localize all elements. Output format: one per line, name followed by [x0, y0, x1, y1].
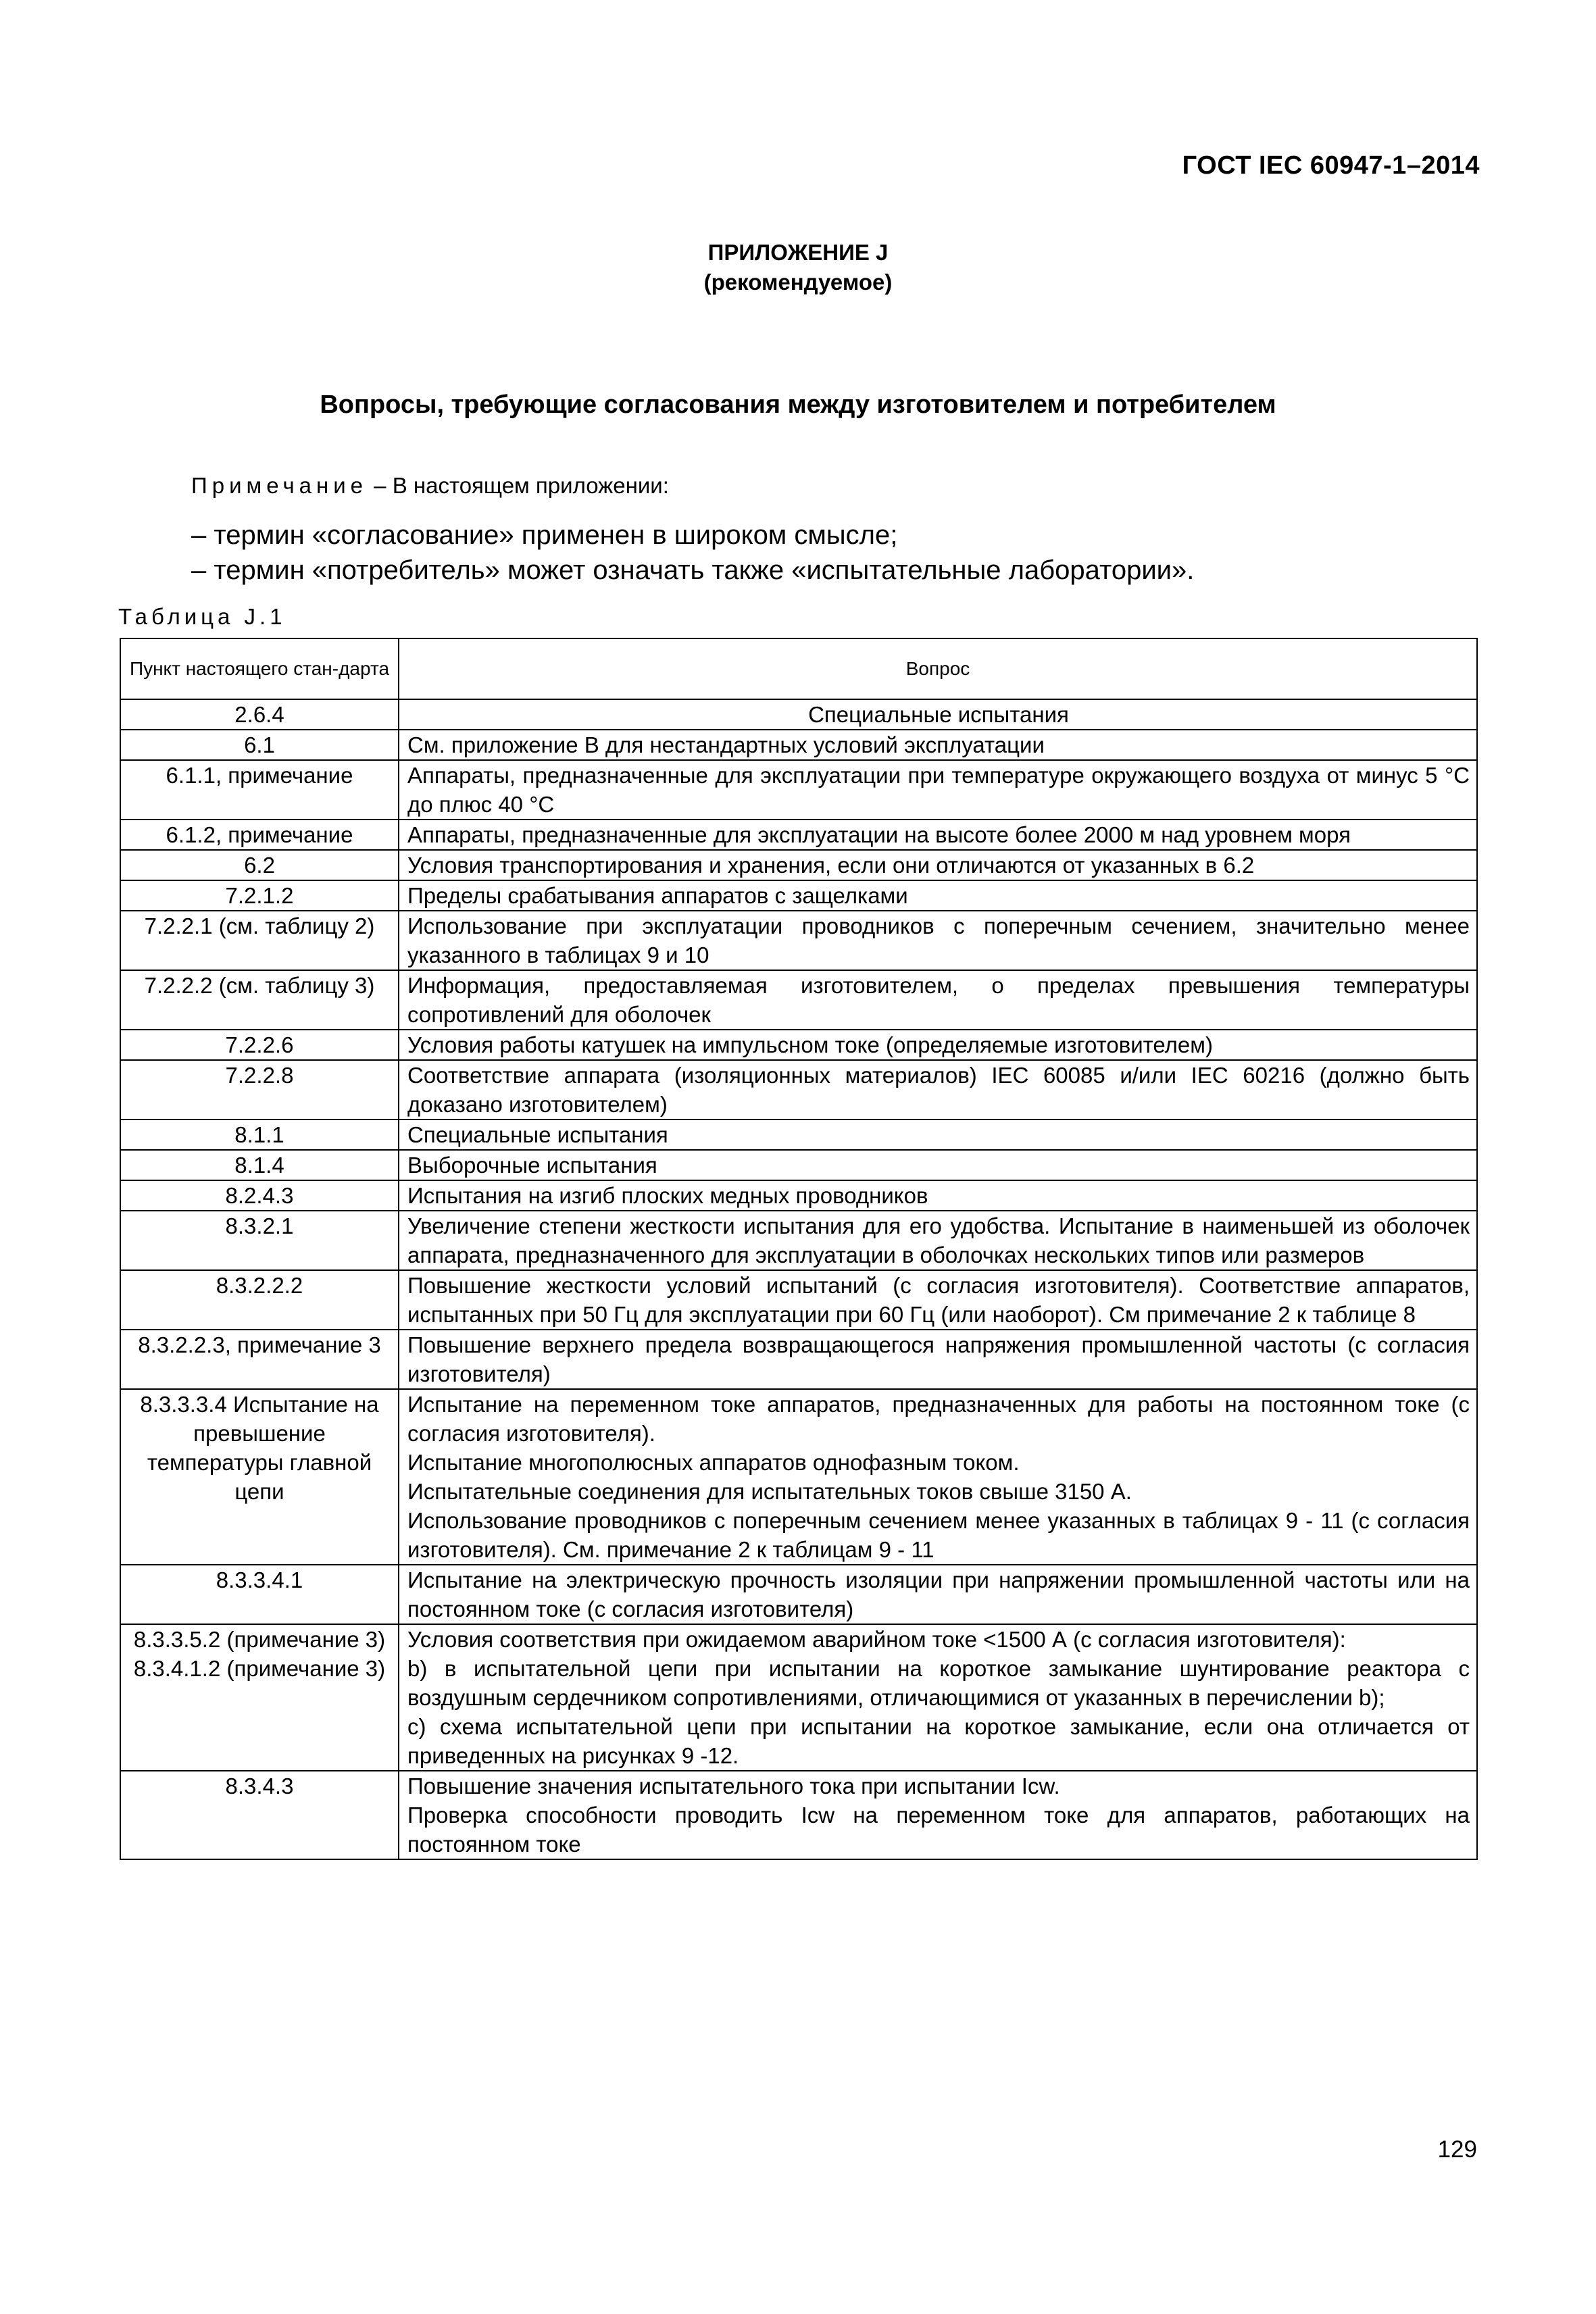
question-line: Использование проводников с поперечным сечением менее указанных в таблицах 9 - 11 (с согласия изготовителя). См. примечание 2 к таблицам 9 - 11 [407, 1508, 1470, 1562]
question-line: Условия работы катушек на импульсном токе (определяемые изготовителем) [407, 1032, 1213, 1057]
table-row [120, 1330, 1477, 1389]
question-line: Использование при эксплуатации проводников с поперечным сечением, значительно менее указанного в таблицах 9 и 10 [407, 913, 1470, 967]
question-cell [399, 1389, 1477, 1565]
table-row [120, 911, 1477, 970]
clause-cell: 7.2.2.8 [120, 1060, 399, 1120]
clause-cell: 7.2.2.1 (см. таблицу 2) [120, 911, 399, 970]
question-line: b) в испытательной цепи при испытании на короткое замыкание шунтирование реактора с воздушным сердечником сопротивлениями, отличающимися от указанных в перечислении b); [407, 1656, 1470, 1710]
table-row [120, 1771, 1477, 1859]
note-label: Примечание [191, 473, 368, 498]
table-row [120, 820, 1477, 850]
question-cell [399, 1771, 1477, 1859]
header-question: Вопрос [399, 638, 1477, 699]
question-cell [399, 1330, 1477, 1389]
clause-cell: 6.1 [120, 730, 399, 760]
table-row [120, 1211, 1477, 1270]
clause-cell: 7.2.1.2 [120, 880, 399, 911]
appendix-subtitle: (рекомендуемое) [703, 270, 893, 295]
table-row [120, 1150, 1477, 1180]
question-cell [399, 911, 1477, 970]
agreement-table [120, 638, 1478, 1860]
question-cell [399, 760, 1477, 820]
clause-cell: 6.1.1, примечание [120, 760, 399, 820]
question-cell [399, 820, 1477, 850]
question-cell [399, 850, 1477, 880]
question-line: Условия соответствия при ожидаемом аварийном токе <1500 А (с согласия изготовителя): [407, 1627, 1346, 1652]
table-row [120, 1389, 1477, 1565]
appendix-block [0, 238, 1596, 297]
header-clause: Пункт настоящего стан-дарта [120, 638, 399, 699]
question-cell [399, 699, 1477, 730]
question-cell [399, 1150, 1477, 1180]
table-row [120, 880, 1477, 911]
question-cell [399, 1270, 1477, 1330]
page-number: 129 [1437, 2136, 1477, 2163]
table-row [120, 1030, 1477, 1060]
clause-cell: 8.3.4.3 [120, 1771, 399, 1859]
table-caption: Таблица J.1 [118, 604, 286, 629]
question-line: Соответствие аппарата (изоляционных материалов) IEC 60085 и/или IEC 60216 (должно быть доказано изготовителем) [407, 1063, 1470, 1117]
question-line: Специальные испытания [808, 702, 1069, 727]
question-line: Увеличение степени жесткости испытания для его удобства. Испытание в наименьшей из оболочек аппарата, предназначенного для эксплуатации в оболочках нескольких типов или размеров [407, 1213, 1470, 1267]
clause-cell: 8.3.3.3.4 Испытание на превышение температуры главной цепи [120, 1389, 399, 1565]
document-code: ГОСТ IEC 60947-1–2014 [1182, 151, 1480, 180]
question-line: Испытательные соединения для испытательных токов свыше 3150 А. [407, 1479, 1132, 1504]
question-cell [399, 1060, 1477, 1120]
clause-cell: 8.2.4.3 [120, 1180, 399, 1211]
question-line: Информация, предоставляемая изготовителем, о пределах превышения температуры сопротивлений для оболочек [407, 973, 1470, 1027]
note-text: – В настоящем приложении: [368, 473, 669, 498]
note [191, 473, 669, 499]
clause-cell: 7.2.2.2 (см. таблицу 3) [120, 970, 399, 1030]
table-row [120, 1270, 1477, 1330]
clause-cell: 8.3.2.2.3, примечание 3 [120, 1330, 399, 1389]
clause-cell: 8.3.2.2.2 [120, 1270, 399, 1330]
question-line: Повышение верхнего предела возвращающегося напряжения промышленной частоты (с согласия изготовителя) [407, 1332, 1470, 1386]
question-cell [399, 970, 1477, 1030]
question-line: Специальные испытания [407, 1122, 668, 1147]
table-row [120, 970, 1477, 1030]
question-line: Испытание на электрическую прочность изоляции при напряжении промышленной частоты или на постоянном токе (с согласия изготовителя) [407, 1567, 1470, 1621]
question-cell [399, 880, 1477, 911]
question-line: c) схема испытательной цепи при испытании на короткое замыкание, если она отличается от приведенных на рисунках 9 -12. [407, 1714, 1470, 1768]
table-header-row [120, 638, 1477, 699]
table-row [120, 1624, 1477, 1771]
term-definition-2: – термин «потребитель» может означать также «испытательные лаборатории». [191, 555, 1195, 585]
clause-cell: 8.1.4 [120, 1150, 399, 1180]
question-cell [399, 730, 1477, 760]
clause-cell: 7.2.2.6 [120, 1030, 399, 1060]
question-line: Испытание на переменном токе аппаратов, предназначенных для работы на постоянном токе (с согласия изготовителя). [407, 1392, 1470, 1446]
question-line: См. приложение B для нестандартных условий эксплуатации [407, 732, 1045, 757]
question-line: Аппараты, предназначенные для эксплуатации при температуре окружающего воздуха от минус 5 °С до плюс 40 °С [407, 763, 1470, 817]
question-line: Выборочные испытания [407, 1153, 657, 1178]
clause-cell: 8.1.1 [120, 1120, 399, 1150]
question-cell [399, 1180, 1477, 1211]
table-body [120, 699, 1477, 1859]
clause-cell: 8.3.3.5.2 (примечание 3) 8.3.4.1.2 (примечание 3) [120, 1624, 399, 1771]
question-cell [399, 1624, 1477, 1771]
question-line: Повышение значения испытательного тока при испытании Icw. [407, 1774, 1060, 1799]
table-row [120, 850, 1477, 880]
table-row [120, 699, 1477, 730]
term-definition-1: – термин «согласование» применен в широком смысле; [191, 520, 898, 550]
question-line: Проверка способности проводить Icw на переменном токе для аппаратов, работающих на постоянном токе [407, 1803, 1470, 1857]
question-cell [399, 1565, 1477, 1624]
clause-cell: 6.1.2, примечание [120, 820, 399, 850]
clause-cell: 2.6.4 [120, 699, 399, 730]
table-row [120, 1060, 1477, 1120]
table-row [120, 760, 1477, 820]
table-row [120, 1565, 1477, 1624]
appendix-title: ПРИЛОЖЕНИЕ J [707, 240, 889, 265]
table-row [120, 1120, 1477, 1150]
question-line: Аппараты, предназначенные для эксплуатации на высоте более 2000 м над уровнем моря [407, 822, 1351, 847]
question-line: Испытание многополюсных аппаратов однофазным током. [407, 1450, 1020, 1475]
question-cell [399, 1120, 1477, 1150]
question-line: Пределы срабатывания аппаратов с защелками [407, 883, 908, 908]
clause-cell: 8.3.3.4.1 [120, 1565, 399, 1624]
question-line: Повышение жесткости условий испытаний (с согласия изготовителя). Соответствие аппаратов, испытанных при 50 Гц для эксплуатации при 60 Гц (или наоборот). См примечание 2 к таблице 8 [407, 1273, 1470, 1327]
clause-cell: 8.3.2.1 [120, 1211, 399, 1270]
clause-cell: 6.2 [120, 850, 399, 880]
question-line: Испытания на изгиб плоских медных проводников [407, 1183, 928, 1208]
question-cell [399, 1211, 1477, 1270]
question-cell [399, 1030, 1477, 1060]
table-row [120, 1180, 1477, 1211]
question-line: Условия транспортирования и хранения, если они отличаются от указанных в 6.2 [407, 853, 1255, 878]
table-row [120, 730, 1477, 760]
section-heading: Вопросы, требующие согласования между изготовителем и потребителем [320, 391, 1276, 419]
